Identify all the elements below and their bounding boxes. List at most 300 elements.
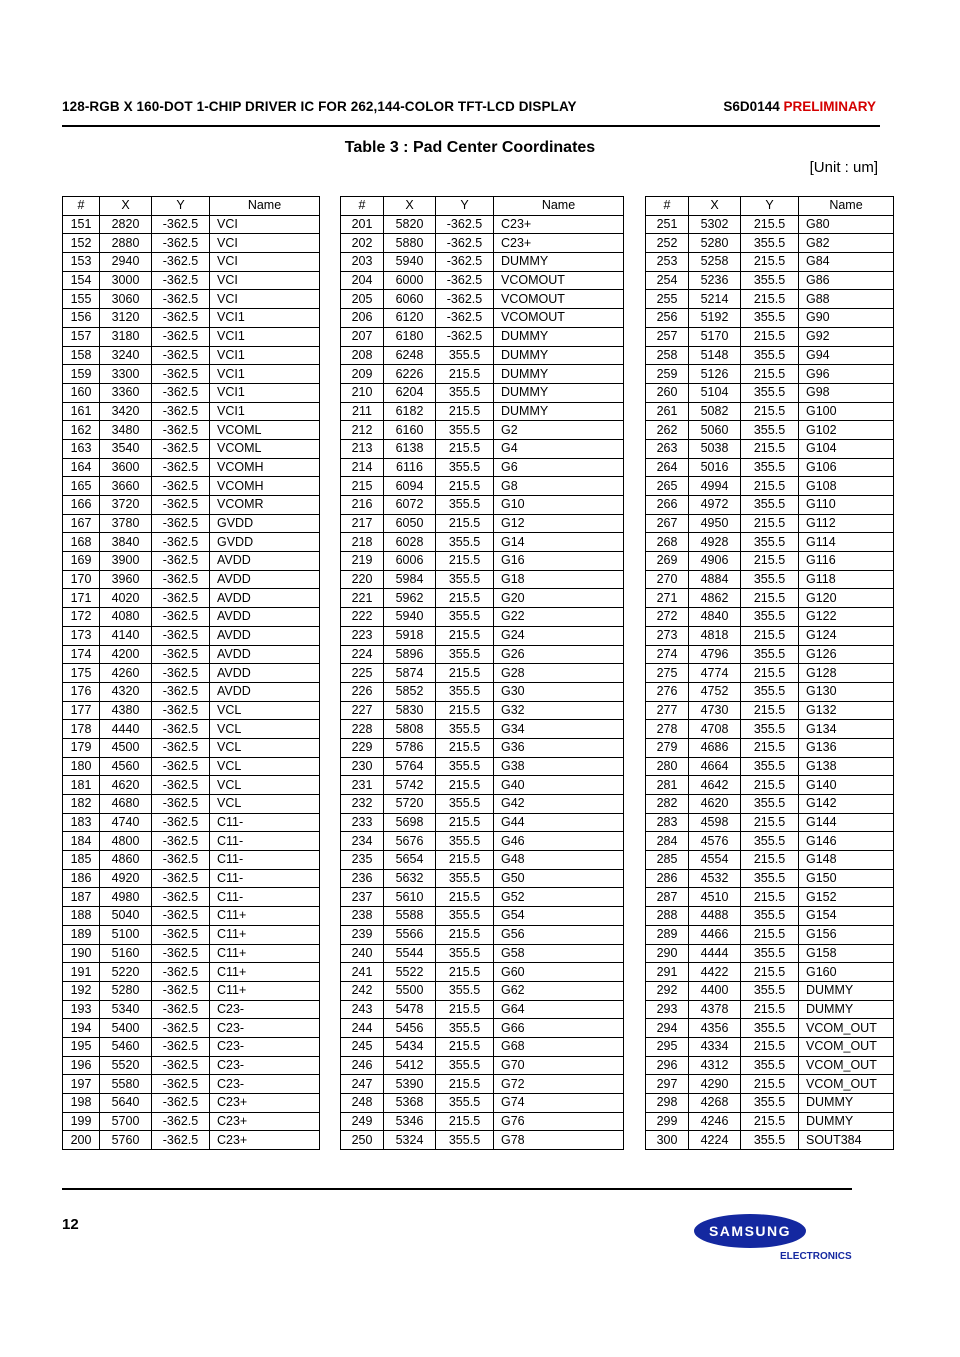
table-row [63,925,320,944]
table-row [341,1131,624,1150]
pad-name: VCL [210,738,320,757]
pad-name: G116 [799,552,894,571]
pad-number: 296 [646,1056,689,1075]
pad-name: G72 [494,1075,624,1094]
pad-x: 5588 [384,907,436,926]
pad-name: VCOMR [210,496,320,515]
table-row [646,552,894,571]
pad-number: 275 [646,664,689,683]
pad-x: 3240 [100,346,152,365]
pad-name: VCI1 [210,327,320,346]
pad-name: C11- [210,813,320,832]
page-header [62,99,880,127]
pad-name: C23- [210,1037,320,1056]
pad-name: G36 [494,738,624,757]
pad-number: 266 [646,496,689,515]
pad-x: 3600 [100,458,152,477]
pad-name: G68 [494,1037,624,1056]
table-row [646,907,894,926]
pad-y: -362.5 [152,757,210,776]
pad-number: 172 [63,608,100,627]
pad-name: VCL [210,720,320,739]
pad-x: 4080 [100,608,152,627]
pad-y: -362.5 [152,1075,210,1094]
pad-y: -362.5 [152,421,210,440]
pad-name: G2 [494,421,624,440]
page-number: 12 [62,1216,79,1233]
pad-name: SOUT384 [799,1131,894,1150]
table-row [341,1019,624,1038]
pad-y: 215.5 [741,851,799,870]
pad-y: -362.5 [152,1037,210,1056]
pad-number: 174 [63,645,100,664]
pad-x: 4224 [689,1131,741,1150]
pad-name: G8 [494,477,624,496]
pad-name: G66 [494,1019,624,1038]
pad-y: -362.5 [152,458,210,477]
pad-y: 355.5 [436,757,494,776]
pad-name: VCOM_OUT [799,1056,894,1075]
pad-y: 355.5 [741,271,799,290]
pad-y: 215.5 [436,851,494,870]
pad-y: 215.5 [436,1037,494,1056]
pad-x: 5340 [100,1000,152,1019]
pad-name: VCI [210,234,320,253]
pad-x: 3360 [100,383,152,402]
pad-name: VCL [210,776,320,795]
table-row [341,1056,624,1075]
table-row [646,981,894,1000]
col-header-name: Name [799,197,894,216]
pad-name: G138 [799,757,894,776]
pad-y: 215.5 [436,664,494,683]
pad-number: 228 [341,720,384,739]
pad-number: 249 [341,1112,384,1131]
pad-x: 4740 [100,813,152,832]
pad-x: 5346 [384,1112,436,1131]
pad-name: AVDD [210,664,320,683]
pad-x: 5324 [384,1131,436,1150]
pad-number: 229 [341,738,384,757]
pad-name: G18 [494,570,624,589]
table-row [646,458,894,477]
pad-y: 215.5 [741,701,799,720]
pad-x: 5126 [689,365,741,384]
pad-y: -362.5 [436,327,494,346]
pad-x: 4860 [100,851,152,870]
pad-name: VCOM_OUT [799,1019,894,1038]
pad-x: 4840 [689,608,741,627]
pad-x: 4972 [689,496,741,515]
pad-x: 5100 [100,925,152,944]
table-row [646,944,894,963]
pad-x: 6120 [384,309,436,328]
unit-label: [Unit : um] [809,159,878,176]
pad-y: 355.5 [741,1131,799,1150]
table-row [341,514,624,533]
pad-number: 248 [341,1094,384,1113]
table-row [63,608,320,627]
pad-number: 210 [341,383,384,402]
pad-number: 243 [341,1000,384,1019]
pad-name: G34 [494,720,624,739]
table-row [646,626,894,645]
pad-y: 355.5 [436,682,494,701]
pad-name: G54 [494,907,624,926]
table-row [63,776,320,795]
pad-number: 207 [341,327,384,346]
pad-x: 4576 [689,832,741,851]
pad-x: 4884 [689,570,741,589]
pad-number: 294 [646,1019,689,1038]
pad-name: DUMMY [799,1112,894,1131]
pad-x: 4642 [689,776,741,795]
pad-name: G64 [494,1000,624,1019]
pad-number: 270 [646,570,689,589]
pad-number: 237 [341,888,384,907]
pad-number: 193 [63,1000,100,1019]
pad-y: -362.5 [152,795,210,814]
pad-number: 215 [341,477,384,496]
pad-y: 355.5 [436,458,494,477]
table-row [646,869,894,888]
pad-number: 169 [63,552,100,571]
pad-number: 297 [646,1075,689,1094]
table-row [341,589,624,608]
pad-x: 4334 [689,1037,741,1056]
pad-x: 6180 [384,327,436,346]
pad-name: VCOML [210,421,320,440]
pad-x: 5170 [689,327,741,346]
pad-x: 4686 [689,738,741,757]
pad-y: -362.5 [436,234,494,253]
pad-y: 215.5 [741,813,799,832]
pad-number: 250 [341,1131,384,1150]
table-row [63,1019,320,1038]
pad-y: 215.5 [741,253,799,272]
pad-y: -362.5 [152,1131,210,1150]
pad-x: 5478 [384,1000,436,1019]
pad-x: 6006 [384,552,436,571]
pad-name: G12 [494,514,624,533]
table-row [646,795,894,814]
table-row [341,664,624,683]
table-row [63,290,320,309]
pad-y: 215.5 [741,626,799,645]
pad-name: G114 [799,533,894,552]
pad-name: G26 [494,645,624,664]
pad-x: 4620 [689,795,741,814]
pad-x: 6028 [384,533,436,552]
table-row [63,944,320,963]
pad-x: 5852 [384,682,436,701]
table-row [341,963,624,982]
table-row [341,888,624,907]
pad-y: 215.5 [436,701,494,720]
pad-y: 355.5 [436,907,494,926]
pad-number: 283 [646,813,689,832]
pad-number: 153 [63,253,100,272]
pad-y: 355.5 [436,421,494,440]
table-row [646,851,894,870]
table-row [646,589,894,608]
table-title: Table 3 : Pad Center Coordinates [344,139,596,156]
pad-y: 215.5 [741,477,799,496]
pad-y: 215.5 [741,1112,799,1131]
pad-x: 4730 [689,701,741,720]
table-row [646,608,894,627]
electronics-label: ELECTRONICS [780,1251,852,1262]
pad-number: 236 [341,869,384,888]
pad-y: -362.5 [152,1019,210,1038]
pad-name: G44 [494,813,624,832]
pad-number: 238 [341,907,384,926]
pad-y: 215.5 [741,365,799,384]
table-row [63,496,320,515]
pad-name: G154 [799,907,894,926]
pad-x: 6094 [384,477,436,496]
pad-number: 167 [63,514,100,533]
pad-name: G158 [799,944,894,963]
pad-x: 6000 [384,271,436,290]
pad-name: G96 [799,365,894,384]
pad-name: C11+ [210,963,320,982]
pad-name: C23- [210,1000,320,1019]
pad-y: -362.5 [152,365,210,384]
table-row [341,701,624,720]
pad-number: 258 [646,346,689,365]
table-row [341,533,624,552]
table-row [341,253,624,272]
pad-name: GVDD [210,533,320,552]
pad-number: 289 [646,925,689,944]
table-row [63,981,320,1000]
pad-number: 179 [63,738,100,757]
pad-number: 176 [63,682,100,701]
pad-name: G132 [799,701,894,720]
pad-y: 355.5 [436,533,494,552]
table-header-row [341,197,624,216]
pad-x: 5820 [384,215,436,234]
pad-x: 4200 [100,645,152,664]
pad-x: 5632 [384,869,436,888]
table-row [341,271,624,290]
pad-number: 273 [646,626,689,645]
table-row [646,215,894,234]
pad-name: G156 [799,925,894,944]
table-row [646,1075,894,1094]
pad-y: 355.5 [436,608,494,627]
pad-y: -362.5 [152,1000,210,1019]
pad-name: G74 [494,1094,624,1113]
pad-name: G70 [494,1056,624,1075]
table-row [646,1037,894,1056]
pad-y: 215.5 [436,813,494,832]
preliminary-label: PRELIMINARY [783,99,876,114]
pad-x: 4320 [100,682,152,701]
pad-y: 355.5 [741,496,799,515]
pad-y: 215.5 [436,925,494,944]
pad-y: 355.5 [741,533,799,552]
pad-x: 5236 [689,271,741,290]
pad-number: 285 [646,851,689,870]
pad-y: 355.5 [436,645,494,664]
col-header-number: # [63,197,100,216]
pad-x: 4980 [100,888,152,907]
pad-x: 5764 [384,757,436,776]
pad-x: 4440 [100,720,152,739]
pad-x: 5742 [384,776,436,795]
pad-name: G98 [799,383,894,402]
pad-y: 215.5 [436,402,494,421]
pad-x: 5520 [100,1056,152,1075]
pad-name: G10 [494,496,624,515]
pad-name: VCI [210,271,320,290]
pad-number: 265 [646,477,689,496]
table-row [341,327,624,346]
pad-name: G118 [799,570,894,589]
pad-number: 235 [341,851,384,870]
pad-y: -362.5 [152,327,210,346]
pad-y: -362.5 [152,869,210,888]
pad-y: -362.5 [152,402,210,421]
pad-name: VCI1 [210,309,320,328]
table-row [341,851,624,870]
table-row [63,1000,320,1019]
samsung-logo [692,1212,858,1264]
table-row [646,720,894,739]
table-row [646,776,894,795]
pad-x: 5302 [689,215,741,234]
pad-x: 4920 [100,869,152,888]
pad-x: 6072 [384,496,436,515]
pad-x: 3120 [100,309,152,328]
pad-name: G160 [799,963,894,982]
pad-name: G76 [494,1112,624,1131]
pad-name: VCL [210,757,320,776]
pad-number: 227 [341,701,384,720]
pad-y: 355.5 [741,944,799,963]
pad-number: 175 [63,664,100,683]
table-row [341,907,624,926]
pad-name: C11+ [210,907,320,926]
table-row [63,888,320,907]
pad-name: VCI1 [210,365,320,384]
pad-y: -362.5 [152,383,210,402]
pad-name: C23+ [210,1094,320,1113]
table-row [646,346,894,365]
pad-x: 4554 [689,851,741,870]
table-row [646,963,894,982]
pad-y: -362.5 [152,477,210,496]
pad-name: C11+ [210,944,320,963]
pad-name: AVDD [210,608,320,627]
pad-x: 5940 [384,608,436,627]
pad-y: 355.5 [741,608,799,627]
table-row [341,215,624,234]
pad-x: 5786 [384,738,436,757]
pad-x: 5456 [384,1019,436,1038]
document-title: 128-RGB X 160-DOT 1-CHIP DRIVER IC FOR 262,144-COLOR TFT-LCD DISPLAY [62,99,577,114]
pad-x: 3960 [100,570,152,589]
pad-x: 4620 [100,776,152,795]
table-row [341,925,624,944]
pad-number: 166 [63,496,100,515]
pad-x: 5640 [100,1094,152,1113]
pad-number: 206 [341,309,384,328]
pad-name: G128 [799,664,894,683]
table-row [63,327,320,346]
pad-y: 215.5 [436,365,494,384]
pad-number: 177 [63,701,100,720]
pad-x: 4796 [689,645,741,664]
pad-number: 226 [341,682,384,701]
pad-name: VCI1 [210,383,320,402]
pad-number: 192 [63,981,100,1000]
pad-y: -362.5 [436,253,494,272]
pad-name: VCOMOUT [494,271,624,290]
pad-x: 4140 [100,626,152,645]
table-row [341,383,624,402]
pad-number: 252 [646,234,689,253]
pad-name: G78 [494,1131,624,1150]
pad-y: 215.5 [741,552,799,571]
pad-name: G20 [494,589,624,608]
pad-number: 160 [63,383,100,402]
table-row [646,514,894,533]
pad-number: 155 [63,290,100,309]
pad-x: 4020 [100,589,152,608]
pad-y: -362.5 [152,738,210,757]
pad-name: DUMMY [494,365,624,384]
pad-number: 151 [63,215,100,234]
pad-x: 5522 [384,963,436,982]
pad-x: 4422 [689,963,741,982]
pad-y: -362.5 [152,514,210,533]
pad-number: 171 [63,589,100,608]
pad-y: 355.5 [436,346,494,365]
pad-number: 200 [63,1131,100,1150]
pad-x: 4598 [689,813,741,832]
pad-name: G58 [494,944,624,963]
pad-name: C11- [210,869,320,888]
pad-number: 256 [646,309,689,328]
pad-x: 5566 [384,925,436,944]
pad-number: 214 [341,458,384,477]
table-row [341,309,624,328]
pad-number: 164 [63,458,100,477]
pad-y: 215.5 [436,1000,494,1019]
pad-number: 230 [341,757,384,776]
pad-y: -362.5 [152,589,210,608]
pad-name: G142 [799,795,894,814]
pad-name: C23+ [494,215,624,234]
pad-y: 215.5 [741,776,799,795]
pad-y: 355.5 [741,907,799,926]
pad-x: 6204 [384,383,436,402]
pad-number: 247 [341,1075,384,1094]
pad-y: 355.5 [741,346,799,365]
pad-y: -362.5 [152,271,210,290]
pad-y: 215.5 [436,738,494,757]
pad-number: 232 [341,795,384,814]
pad-y: 355.5 [741,1019,799,1038]
pad-y: 215.5 [436,477,494,496]
pad-name: G90 [799,309,894,328]
pad-x: 4500 [100,738,152,757]
pad-x: 4680 [100,795,152,814]
pad-name: G38 [494,757,624,776]
